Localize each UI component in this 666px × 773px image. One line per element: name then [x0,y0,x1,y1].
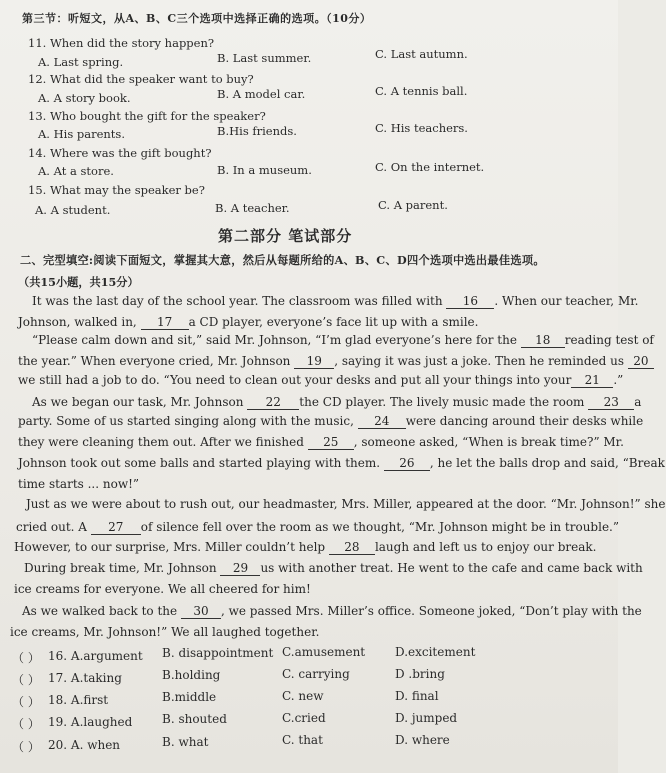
q14-option-a: A. At a store. [38,164,114,178]
answer-paren-19[interactable]: （ ） [12,717,40,731]
q18-option-b: B.middle [162,690,217,704]
q17-option-a: 17. A.taking [48,671,122,685]
section2-subtitle: （共15小题，共15分） [18,275,139,289]
q14-option-b: B. In a museum. [217,163,312,177]
q16-option-b: B. disappointment [162,646,274,660]
q19-option-c: C.cried [282,711,326,725]
passage-line: we still had a job to do. “You need to clean out your desks and put all your things into your 21 .” [18,373,624,387]
q16-option-d: D.excitement [395,645,476,659]
q13-option-c: C. His teachers. [375,121,468,135]
passage-line: “Please calm down and sit,” said Mr. Johnson, “I’m glad everyone’s here for the 18 reading test of [32,333,654,347]
q19-option-b: B. shouted [162,712,227,726]
q17-option-b: B.holding [162,668,221,682]
q18-option-d: D. final [395,689,439,703]
q17-option-d: D .bring [395,667,445,681]
passage-line: cried out. A 27 of silence fell over the room as we thought, “Mr. Johnson might be in trouble.” [16,520,620,534]
q15-option-a: A. A student. [35,203,111,217]
blank-20[interactable]: 20 [628,354,654,369]
q16-option-c: C.amusement [282,645,366,659]
blank-30[interactable]: 30 [181,604,221,619]
blank-19[interactable]: 19 [294,354,334,369]
q20-option-c: C. that [282,733,323,747]
blank-18[interactable]: 18 [521,333,565,348]
q11-option-a: A. Last spring. [38,55,124,69]
q20-option-d: D. where [395,733,450,747]
question-15: 15. What may the speaker be? [28,183,205,197]
section3-title: 第三节：听短文，从A、B、C三个选项中选择正确的选项。（10分） [22,12,372,25]
blank-24[interactable]: 24 [358,414,406,429]
q18-option-a: 18. A.first [48,693,109,707]
passage-line: Johnson took out some balls and started playing with them. 26 , he let the balls drop and said, “Break [18,456,665,470]
passage-line: During break time, Mr. Johnson 29 us with another treat. He went to the cafe and came back with [24,561,643,575]
answer-paren-16[interactable]: （ ） [12,651,40,665]
passage-line: time starts ... now!” [18,477,140,491]
passage-line: ice creams for everyone. We all cheered for him! [14,582,311,596]
question-11: 11. When did the story happen? [28,36,215,50]
passage-line: As we began our task, Mr. Johnson 22 the CD player. The lively music made the room 23 a [32,395,642,409]
blank-17[interactable]: 17 [141,315,189,330]
section2-instruction: 二、完型填空:阅读下面短文，掌握其大意，然后从每题所给的A、B、C、D四个选项中选出最佳选项。 [20,253,545,267]
q17-option-c: C. carrying [282,667,350,681]
question-12: 12. What did the speaker want to buy? [28,72,254,86]
passage-line: As we walked back to the 30 , we passed Mrs. Miller’s office. Someone joked, “Don’t play with the [22,604,642,618]
q19-option-d: D. jumped [395,711,458,725]
passage-line: they were cleaning them out. After we finished 25 , someone asked, “When is break time?” Mr. [18,435,624,449]
q11-option-b: B. Last summer. [217,51,312,65]
blank-27[interactable]: 27 [91,520,141,535]
blank-29[interactable]: 29 [220,561,260,576]
part2-title: 第二部分 笔试部分 [218,227,353,245]
passage-line: Johnson, walked in, 17 a CD player, everyone’s face lit up with a smile. [18,315,479,329]
q14-option-c: C. On the internet. [375,160,485,174]
passage-line: Just as we were about to rush out, our headmaster, Mrs. Miller, appeared at the door. “Mr. Johnson!” she [26,497,666,511]
blank-16[interactable]: 16 [446,294,494,309]
q13-option-a: A. His parents. [38,127,125,141]
blank-28[interactable]: 28 [329,540,375,555]
blank-23[interactable]: 23 [588,395,634,410]
blank-25[interactable]: 25 [308,435,354,450]
q12-option-b: B. A model car. [217,87,306,101]
blank-26[interactable]: 26 [384,456,430,471]
answer-paren-20[interactable]: （ ） [12,740,40,754]
q19-option-a: 19. A.laughed [48,715,133,729]
q16-option-a: 16. A.argument [48,649,143,663]
question-14: 14. Where was the gift bought? [28,146,212,160]
q11-option-c: C. Last autumn. [375,47,468,61]
q13-option-b: B.His friends. [217,124,297,138]
q20-option-a: 20. A. when [48,738,121,752]
q12-option-a: A. A story book. [38,91,131,105]
q12-option-c: C. A tennis ball. [375,84,468,98]
question-13: 13. Who bought the gift for the speaker? [28,109,266,123]
passage-line: party. Some of us started singing along with the music, 24 were dancing around their desks while [18,414,644,428]
blank-22[interactable]: 22 [247,395,299,410]
passage-line: It was the last day of the school year. The classroom was filled with 16 . When our teacher, Mr. [32,294,639,308]
q15-option-c: C. A parent. [378,198,448,212]
passage-line: However, to our surprise, Mrs. Miller couldn’t help 28 laugh and left us to enjoy our break. [14,540,597,554]
answer-paren-17[interactable]: （ ） [12,673,40,687]
passage-line: the year.” When everyone cried, Mr. Johnson 19 , saying it was just a joke. Then he reminded us 20 [18,350,654,372]
q20-option-b: B. what [162,735,209,749]
q15-option-b: B. A teacher. [215,201,290,215]
blank-21[interactable]: 21 [571,373,613,388]
answer-paren-18[interactable]: （ ） [12,695,40,709]
passage-line: ice creams, Mr. Johnson!” We all laughed together. [10,625,320,639]
q18-option-c: C. new [282,689,324,703]
